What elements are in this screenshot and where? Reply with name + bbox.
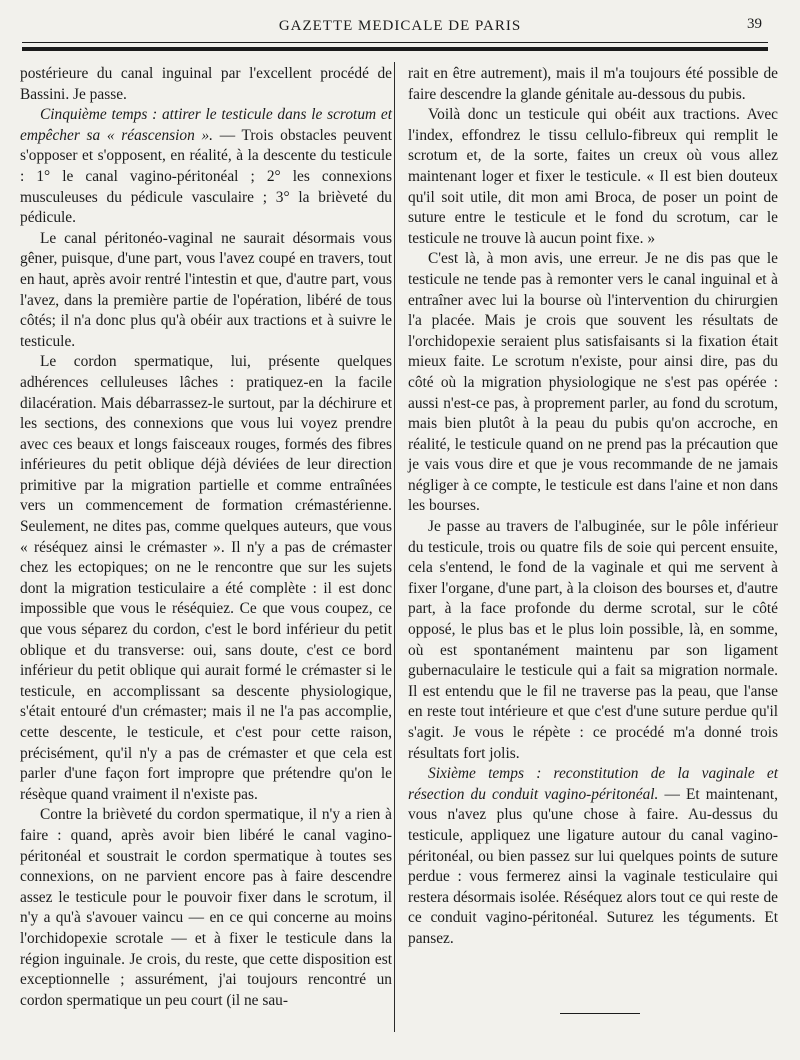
paragraph: Le cordon spermatique, lui, présente quelques adhérences celluleuses lâches : pratiquez-en la facile dilacération. Mais débarrassez-le surtout, par la déchirure et les sections, des connexions que vous lui voyez prendre avec ces beaux et longs faisceaux rouges, formés des fibres inférieures du petit oblique déjà déviées de leur direction primitive par la migration partielle et comme entraînées vers un commencement de formation crémastérienne. Seulement, ne dites pas, comme quelques auteurs, que vous « réséquez ainsi le crémaster ». Il n'y a pas de crémaster chez les ectopiques; on ne le rencontre que sur les sujets dont la migration testiculaire a été complète : il est donc impossible que vous le réséquiez. Ce que vous coupez, ce que vous séparez du cordon, c'est le bord inférieur du petit oblique et du transverse: oui, sans doute, c'est ce bord inférieur du petit oblique qui aurait formé le crémaster si le testicule, en accomplissant sa descente physiologique, s'était entouré d'un crémaster; mais il ne l'a pas accomplie, cette descente, le testicule, et c'est pour cette raison, précisément, qu'il n'y a pas de crémaster et que cela est parler d'une façon fort impropre que prétendre qu'on le résèque quand vraiment il n'existe pas. [20, 353, 392, 803]
paragraph: postérieure du canal inguinal par l'excellent procédé de Bassini. Je passe. [20, 65, 392, 103]
header-rule-thick [22, 47, 768, 51]
paragraph: Contre la brièveté du cordon spermatique, il n'y a rien à faire : quand, après avoir bien libéré le canal vagino-péritonéal et soustrait le cordon spermatique à toutes ses connexions, on ne parvient encore pas à faire descendre assez le testicule pour le pouvoir fixer dans le scrotum, il n'y a qu'à s'avouer vaincu — en ce qui concerne au moins l'orchidopexie scrotale — et à fixer le testicule dans la région inguinale. Je crois, du reste, que cette disposition est exceptionnelle ; assurément, j'ai toujours rencontré un cordon spermatique un peu court (il ne sau- [20, 806, 392, 1009]
paragraph: Le canal péritonéo-vaginal ne saurait désormais vous gêner, puisque, d'une part, vous l'avez coupé en travers, tout en haut, après avoir rentré l'intestin et que, d'autre part, vous l'avez, dans la première partie de l'opération, libéré de tous côtés; il n'a donc plus qu'à obéir aux tractions et à suivre le testicule. [20, 229, 392, 350]
left-column [20, 64, 392, 1011]
paragraph: rait en être autrement), mais il m'a toujours été possible de faire descendre la glande génitale au-dessous du pubis. [408, 65, 778, 103]
paragraph: Voilà donc un testicule qui obéit aux tractions. Avec l'index, effondrez le tissu cellulo-fibreux qui remplit le scrotum et, de la sorte, faites un creux où vous allez maintenant loger et fixer le testicule. « Il est bien douteux qu'il soit utile, dit mon ami Broca, de poser un point de suture entre le testicule et le fond du scrotum, car le testicule ne trouve là aucun point fixe. » [408, 106, 778, 247]
paragraph [20, 105, 392, 229]
end-rule [560, 1013, 640, 1014]
section-heading: Sixième temps : reconstitution de la vaginale et résection du conduit vagino-péritonéal. [408, 765, 778, 803]
right-column [408, 64, 778, 950]
page-header [0, 0, 800, 60]
header-rule-thin [22, 42, 768, 43]
journal-title: GAZETTE MEDICALE DE PARIS [278, 18, 522, 34]
paragraph: Je passe au travers de l'albuginée, sur le pôle inférieur du testicule, trois ou quatre fils de soie qui percent ensuite, cela s'entend, le fond de la vaginale et qui me servent à fixer l'organe, d'une part, à la cloison des bourses et, d'autre part, à la face profonde du derme scrotal, sur le côté opposé, le plus bas et le plus loin possible, là, en somme, où est spontanément maintenu par son ligament gubernaculaire le testicule qui a fait sa migration normale. Il est entendu que le fil ne traverse pas la peau, que l'anse en reste tout intérieure et que c'est d'une suture perdue qu'il s'agit. Je vous le répète : ce procédé m'a donné trois résultats fort jolis. [408, 518, 778, 762]
page-number: 39 [747, 16, 762, 32]
paragraph [408, 764, 778, 949]
section-heading: Cinquième temps : attirer le testicule dans le scrotum et empêcher sa « réascension ». [20, 106, 392, 144]
paragraph: C'est là, à mon avis, une erreur. Je ne dis pas que le testicule ne tende pas à remonter vers le canal inguinal et à entraîner avec lui la bourse où l'intervention du chirurgien l'a placée. Mais je crois que souvent les résultats de l'orchidopexie seraient plus satisfaisants si la fixation était mieux faite. Le scrotum n'existe, pour ainsi dire, pas du côté où la migration physiologique ne s'est pas opérée : aussi n'est-ce pas, à proprement parler, au fond du scrotum, mais bien plutôt à la peau du pubis qu'on accroche, en réalité, le testicule quand on ne prend pas la précaution que je vais vous dire et que je vous recommande de ne jamais négliger à ce compte, le testicule est dans l'aine et non dans les bourses. [408, 250, 778, 515]
paragraph-text: — Et maintenant, vous n'avez plus qu'une chose à faire. Au-dessus du testicule, appliquez une ligature autour du canal vagino-péritonéal, ou bien passez sur lui quelques points de suture perdue : vous fermerez ainsi la vaginale testiculaire qui restera désormais isolée. Réséquez alors tout ce qui reste de ce conduit vagino-péritonéal. Suturez les téguments. Et pansez. [408, 785, 779, 947]
column-divider [394, 62, 395, 1032]
paragraph-text: — Trois obstacles peuvent s'opposer et s'opposent, en réalité, à la descente du testicule : 1° le canal vagino-péritonéal ; 2° les connexions musculeuses du pédicule vasculaire ; 3° la brièveté du pédicule. [20, 126, 392, 227]
